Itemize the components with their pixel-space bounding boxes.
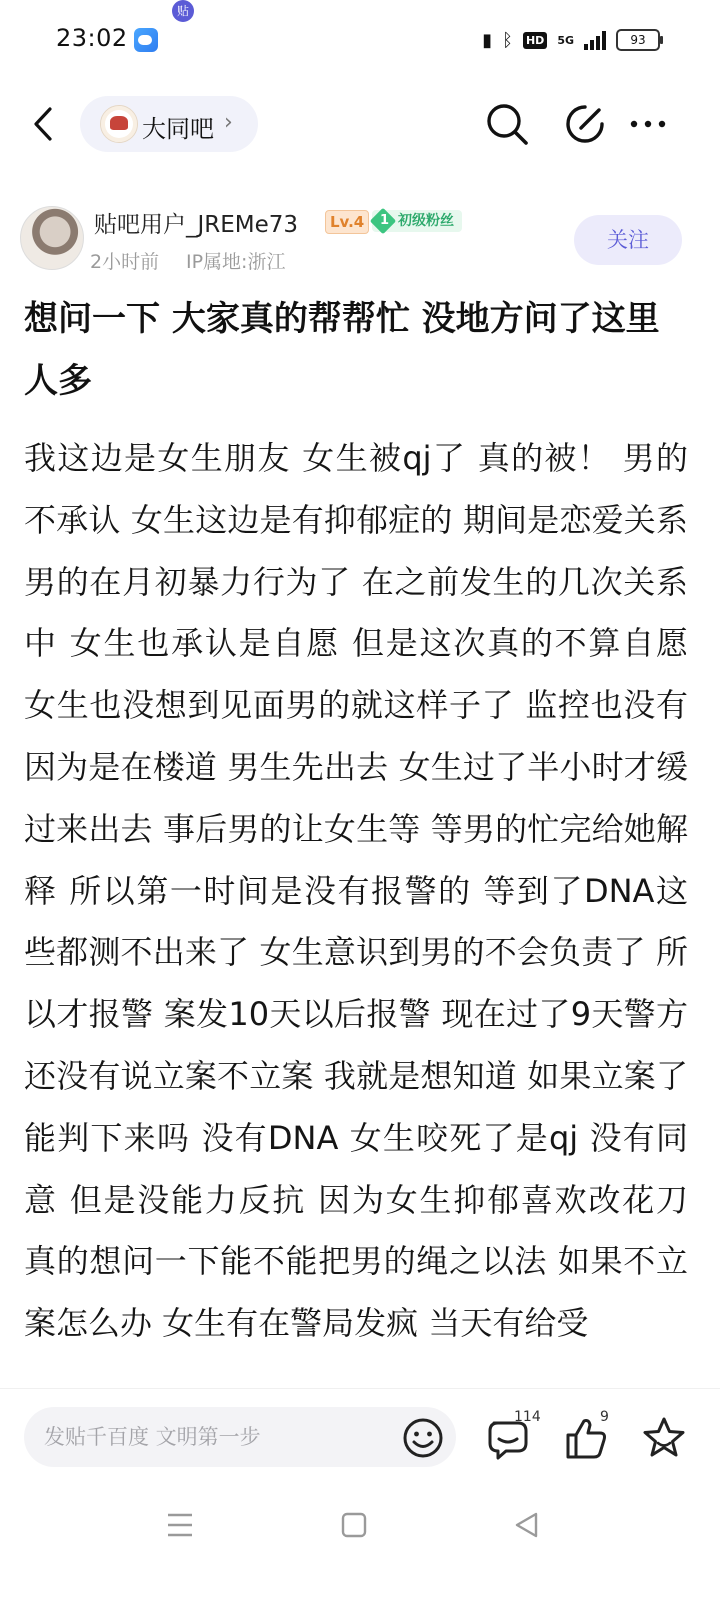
chevron-right-icon: ›: [224, 110, 233, 135]
more-dots-icon: [626, 104, 670, 144]
status-indicators: [482, 26, 660, 54]
weather-app-icon: [134, 28, 158, 52]
post-title: 想问一下 大家真的帮帮忙 没地方问了这里人多: [24, 299, 660, 401]
vibrate-icon: ▮: [482, 29, 493, 51]
star-icon: [638, 1413, 690, 1463]
level-badge: Lv.4: [325, 210, 369, 234]
forum-chip[interactable]: [80, 96, 258, 152]
reply-input[interactable]: [24, 1407, 456, 1467]
comment-count: 114: [514, 1409, 541, 1425]
hd-icon: HD: [523, 32, 547, 49]
fan-level-number: 1: [380, 213, 390, 228]
bottom-action-bar: [0, 1388, 720, 1483]
smiley-icon: [400, 1415, 446, 1461]
write-post-button[interactable]: [563, 102, 607, 146]
battery-icon: 93: [616, 29, 660, 51]
forum-avatar: [100, 105, 138, 143]
forum-name: 大同吧: [142, 115, 214, 143]
ip-location: IP属地:浙江: [186, 251, 286, 273]
search-icon: [485, 102, 529, 146]
system-navigation-bar: [0, 1482, 720, 1604]
back-arrow-icon: [26, 104, 66, 144]
tieba-notification-icon: 贴: [172, 0, 194, 22]
status-bar: [0, 0, 720, 80]
back-button[interactable]: [26, 104, 66, 144]
home-icon[interactable]: [340, 1510, 368, 1540]
network-type-label: 5G: [557, 33, 574, 47]
author-avatar[interactable]: [20, 206, 84, 270]
fan-level-label: 初级粉丝: [398, 213, 454, 229]
back-triangle-icon[interactable]: [512, 1510, 540, 1540]
author-name[interactable]: 贴吧用户_JREMe73: [94, 212, 299, 238]
more-options-button[interactable]: [626, 104, 670, 144]
post-time: 2小时前: [90, 251, 160, 273]
recent-apps-icon[interactable]: [166, 1510, 194, 1540]
status-time: 23:02: [56, 24, 128, 52]
bluetooth-icon: ᛒ: [502, 29, 513, 51]
emoji-button[interactable]: [400, 1415, 446, 1461]
like-count: 9: [600, 1409, 609, 1425]
post-body: 我这边是女生朋友 女生被qj了 真的被！ 男的不承认 女生这边是有抑郁症的 期间是恋爱关系 男的在月初暴力行为了 在之前发生的几次关系中 女生也承认是自愿 但是这次真的不算自愿 女生也没想到见面男的就这样子了 监控也没有 因为是在楼道 男生先出去 女生过了半小时才缓过来出去 事后男的让女生等 等男的忙完给她解释 所以第一时间是没有报警的 等到了DNA这些都测不出来了 女生意识到男的不会负责了 所以才报警 案发10天以后报警 现在过了9天警方还没有说立案不立案 我就是想知道 如果立案了 能判下来吗 没有DNA 女生咬死了是qj 没有同意 但是没能力反抗 因为女生抑郁喜欢改花刀 真的想问一下能不能把男的绳之以法 如果不立案怎么办 女生有在警局发疯 当天有给受: [24, 439, 688, 1343]
follow-button[interactable]: 关注: [574, 215, 682, 265]
fan-level-badge: [372, 210, 462, 232]
search-button[interactable]: [485, 102, 529, 146]
signal-icon: [584, 30, 606, 50]
favorite-button[interactable]: [638, 1413, 690, 1463]
edit-icon: [563, 102, 607, 146]
